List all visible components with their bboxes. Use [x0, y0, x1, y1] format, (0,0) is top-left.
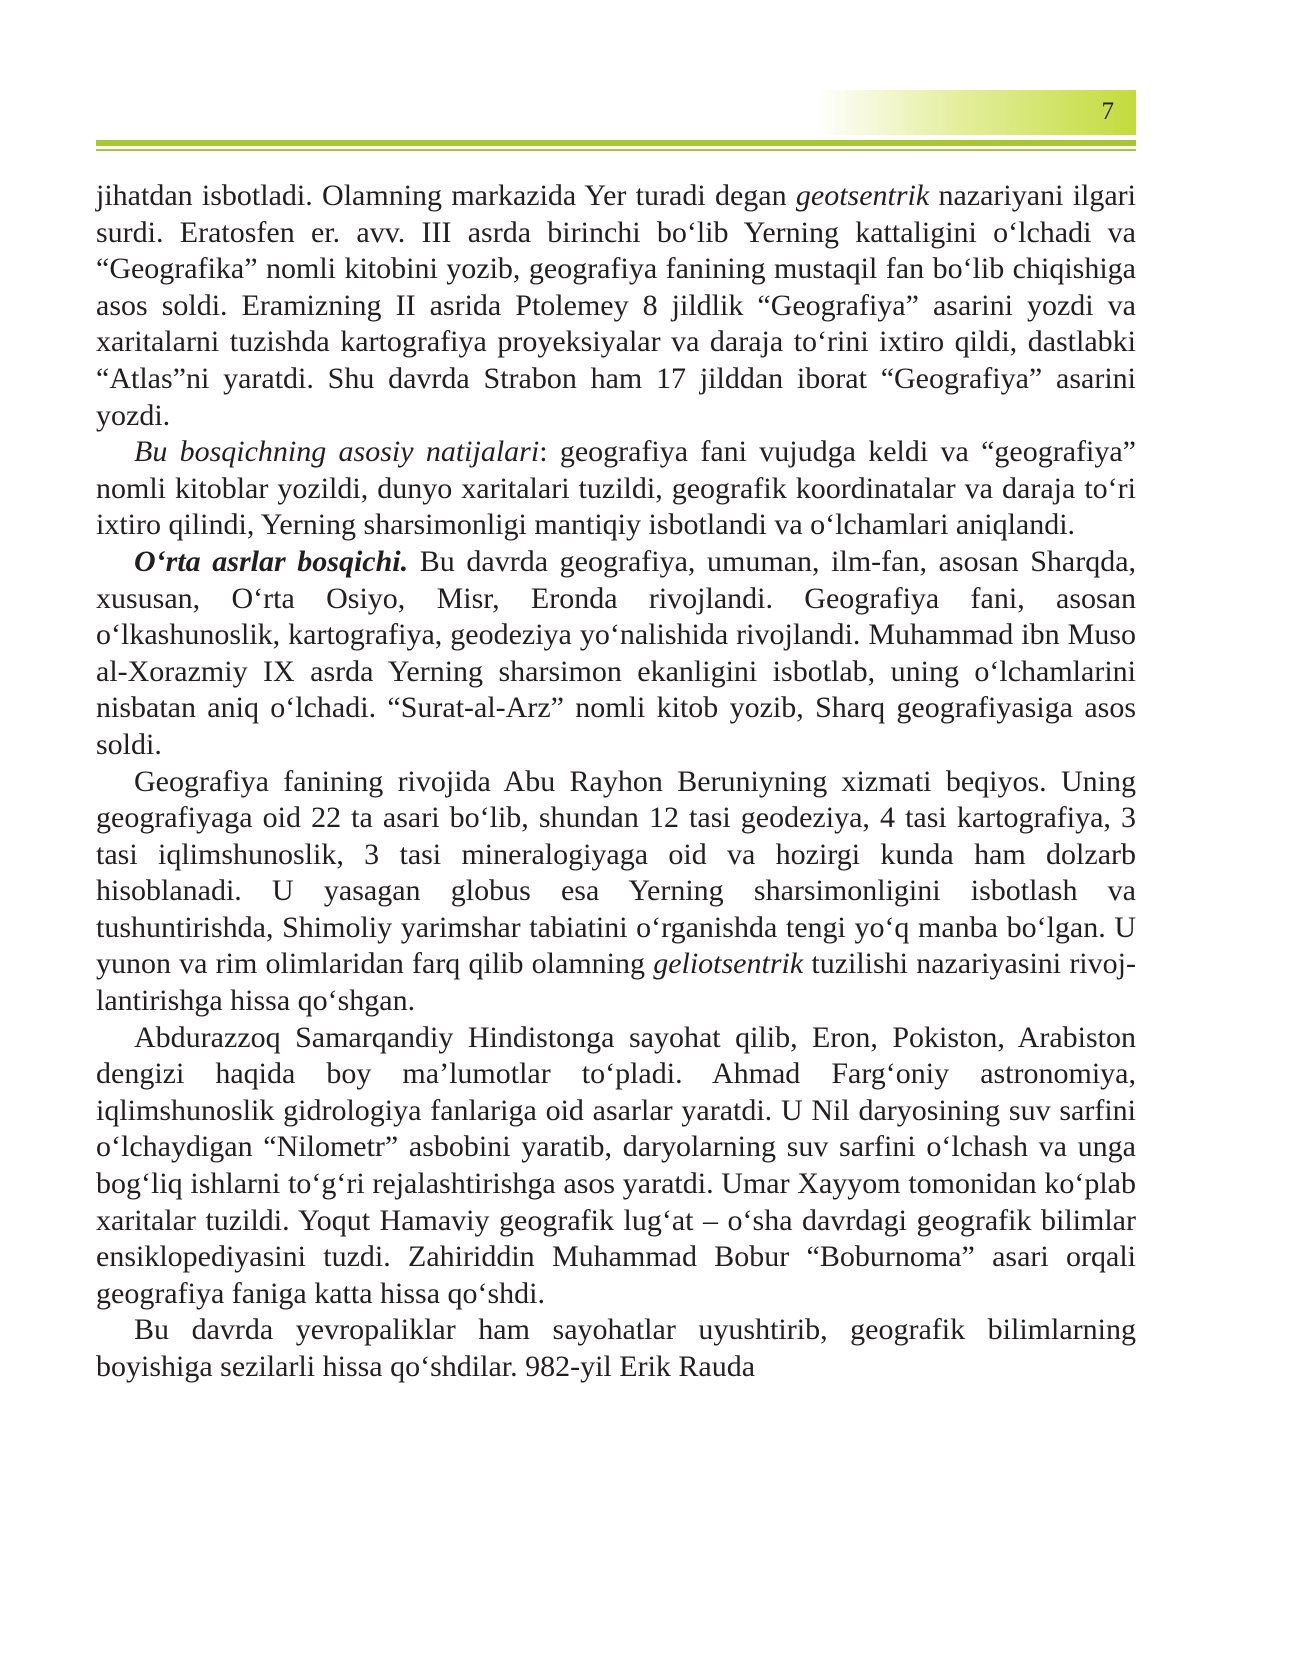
paragraph-1-part-2: nazariyani ilgari surdi. Eratosfen er. avv. III asrda birinchi bo‘lib Yerning kattaligini o‘lchadi va “Geografika” nomli kitobini yozib, geografiya fanining mustaqil fan bo‘lib chiqishiga asos soldi. Eramizning II asrida Ptolemey 8 jildlik “Geografiya” asarini yozdi va xaritalarni tuzishda kartografiya proyeksiyalar va daraja to‘rini ixtiro qildi, dastlabki “Atlas”ni yaratdi. Shu davrda Strabon ham 17 jilddan iborat “Geografiya” asarini yozdi. — [96, 179, 1136, 432]
page-body — [96, 178, 1136, 1386]
paragraph-1 — [96, 178, 1136, 434]
term-geotsentrik: geotsentrik — [795, 179, 930, 212]
paragraph-4-part-2: tuzilishi nazariyasini rivojlantirishga hissa qo‘shgan. — [96, 947, 1136, 1018]
paragraph-1-part-1: jihatdan isbotladi. Olamning markazida Yer turadi degan — [96, 179, 796, 212]
paragraph-5-text: Abdurazzoq Samarqandiy Hindistonga sayohat qilib, Eron, Pokiston, Arabiston dengizi haqida boy ma’lumotlar to‘pladi. Ahmad Farg‘oniy astronomiya, iqlimshunoslik gidrologiya fanlariga oid asarlar yaratdi. U Nil daryosining suv sarfini o‘lchaydigan “Nilometr” asbobini yaratib, daryolarning suv sarfini o‘lchash va unga bog‘liq ishlarni to‘g‘ri rejalashtirishga asos yaratdi. Umar Xayyom tomonidan ko‘plab xaritalar tuzildi. Yoqut Hamaviy geografik lug‘at – o‘sha davrdagi geografik bilimlar ensiklopediyasini tuzdi. Zahiriddin Muhammad Bobur “Boburnoma” asari orqali geografiya faniga katta hissa qo‘shdi. — [96, 1020, 1136, 1310]
paragraph-3 — [96, 544, 1136, 764]
paragraph-6 — [96, 1312, 1136, 1385]
paragraph-2-text: : geografiya fani vujudga keldi va “geografiya” nomli kitoblar yozildi, dunyo xaritalari tuzildi, geografik koordinatalar va daraja to‘ri ixtiro qilindi, Yerning sharsimonligi mantiqiy isbotlandi va o‘lchamlari aniqlandi. — [96, 435, 1136, 542]
section-term-middle-ages: O‘rta asrlar bosqichi. — [134, 544, 409, 578]
paragraph-4-part-1: Geografiya fanining rivojida Abu Rayhon Beruniyning xizmati beqiyos. Uning geografiyaga oid 22 ta asari bo‘lib, shundan 12 tasi geodeziya, 4 tasi kartografiya, 3 tasi iqlimshunoslik, 3 tasi mineralogiyaga oid va hozirgi kunda ham dolzarb hisoblanadi. U yasagan globus esa Yerning sharsimonligini isbotlash va tushuntirishda, Shimoliy yarimshar tabiatini o‘rganishda tengi yo‘q manba bo‘lgan. U yunon va rim olimlaridan farq qilib olamning — [96, 764, 1136, 981]
paragraph-5 — [96, 1020, 1136, 1313]
page-number-band — [816, 90, 1136, 135]
paragraph-2 — [96, 434, 1136, 544]
page-number: 7 — [1101, 98, 1114, 125]
term-geliotsentrik: geliotsentrik — [653, 947, 804, 981]
paragraph-6-text: Bu davrda yevropaliklar ham sayohatlar uyushtirib, geografik bilimlarning boyishiga sezilarli hissa qo‘shdilar. 982-yil Erik Rauda — [96, 1313, 1136, 1383]
results-lead: Bu bosqichning asosiy natijalari — [134, 435, 540, 469]
header-rule-thin — [96, 149, 1136, 151]
header-rule-thick — [96, 140, 1136, 146]
page-header — [96, 90, 1136, 152]
paragraph-4 — [96, 764, 1136, 1020]
paragraph-3-text: Bu davrda geografiya, umuman, ilm-fan, asosan Sharqda, xususan, O‘rta Osiyo, Misr, Eronda rivojlandi. Geografiya fani, asosan o‘lkashunoslik, kartografiya, geodeziya yo‘nalishida rivojlandi. Muhammad ibn Muso al-Xorazmiy IX asrda Yerning sharsimon ekanligini isbotlab, uning o‘lchamlarini nisbatan aniq o‘lchadi. “Surat-al-Arz” nomli kitob yozib, Sharq geografiyasiga asos soldi. — [96, 544, 1137, 761]
